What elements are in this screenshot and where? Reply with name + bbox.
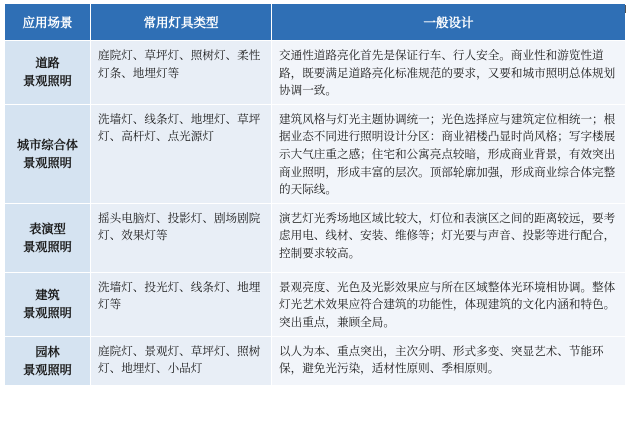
design-cell: 交通性道路亮化首先是保证行车、行人安全。商业性和游览性道路，既要满足道路亮化标准规范的要求，又要和城市照明总体规划协调一致。	[272, 41, 626, 105]
design-cell: 景观亮度、光色及光影效果应与所在区域整体光环境相协调。整体灯光艺术效果应符合建筑的功能性，体现建筑的文化内涵和特色。突出重点，兼顾全局。	[272, 272, 626, 336]
scene-cell	[5, 336, 91, 385]
scene-name: 城市综合体	[17, 137, 78, 152]
table-row	[5, 104, 626, 203]
table-header-row	[5, 4, 626, 41]
table-row	[5, 336, 626, 385]
design-cell: 建筑风格与灯光主题协调统一；光色选择应与建筑定位相统一；根据业态不同进行照明设计分区：商业裙楼凸显时尚风格；写字楼展示大气庄重之感；住宅和公寓亮点较暗，形成商业背景，有效突出商业照明，形成丰富的层次。顶部轮廓加强，形成商业综合体完整的天际线。	[272, 104, 626, 203]
scene-cell	[5, 203, 91, 272]
text-cursor-mark	[625, 5, 626, 13]
lamp-types-cell: 摇头电脑灯、投影灯、剧场剧院灯、效果灯等	[91, 203, 272, 272]
header-lamp-types: 常用灯具类型	[91, 4, 272, 41]
scene-subtitle: 景观照明	[23, 239, 72, 254]
lamp-types-cell: 庭院灯、景观灯、草坪灯、照树灯、地埋灯、小品灯	[91, 336, 272, 385]
table-row	[5, 272, 626, 336]
lamp-types-cell: 洗墙灯、线条灯、地埋灯、草坪灯、高杆灯、点光源灯	[91, 104, 272, 203]
lamp-types-cell: 洗墙灯、投光灯、线条灯、地埋灯等	[91, 272, 272, 336]
scene-cell	[5, 272, 91, 336]
header-scene: 应用场景	[5, 4, 91, 41]
design-cell: 以人为本、重点突出，主次分明、形式多变、突显艺术、节能环保，避免光污染，适材性原则、季相原则。	[272, 336, 626, 385]
lighting-scene-table	[4, 3, 626, 386]
scene-subtitle: 景观照明	[23, 155, 72, 170]
scene-cell	[5, 104, 91, 203]
scene-cell	[5, 41, 91, 105]
scene-subtitle: 景观照明	[23, 306, 72, 321]
scene-name: 道路	[35, 56, 60, 71]
scene-name: 园林	[35, 344, 60, 359]
table-row	[5, 203, 626, 272]
lighting-table-container	[4, 3, 626, 386]
header-design: 一般设计	[272, 4, 626, 41]
scene-name: 表演型	[29, 221, 66, 236]
lamp-types-cell: 庭院灯、草坪灯、照树灯、柔性灯条、地埋灯等	[91, 41, 272, 105]
table-row	[5, 41, 626, 105]
scene-name: 建筑	[35, 288, 60, 303]
design-cell: 演艺灯光秀场地区域比较大，灯位和表演区之间的距离较远，要考虑用电、线材、安装、维修等；灯光要与声音、投影等进行配合，控制要求较高。	[272, 203, 626, 272]
scene-subtitle: 景观照明	[23, 362, 72, 377]
scene-subtitle: 景观照明	[23, 74, 72, 89]
